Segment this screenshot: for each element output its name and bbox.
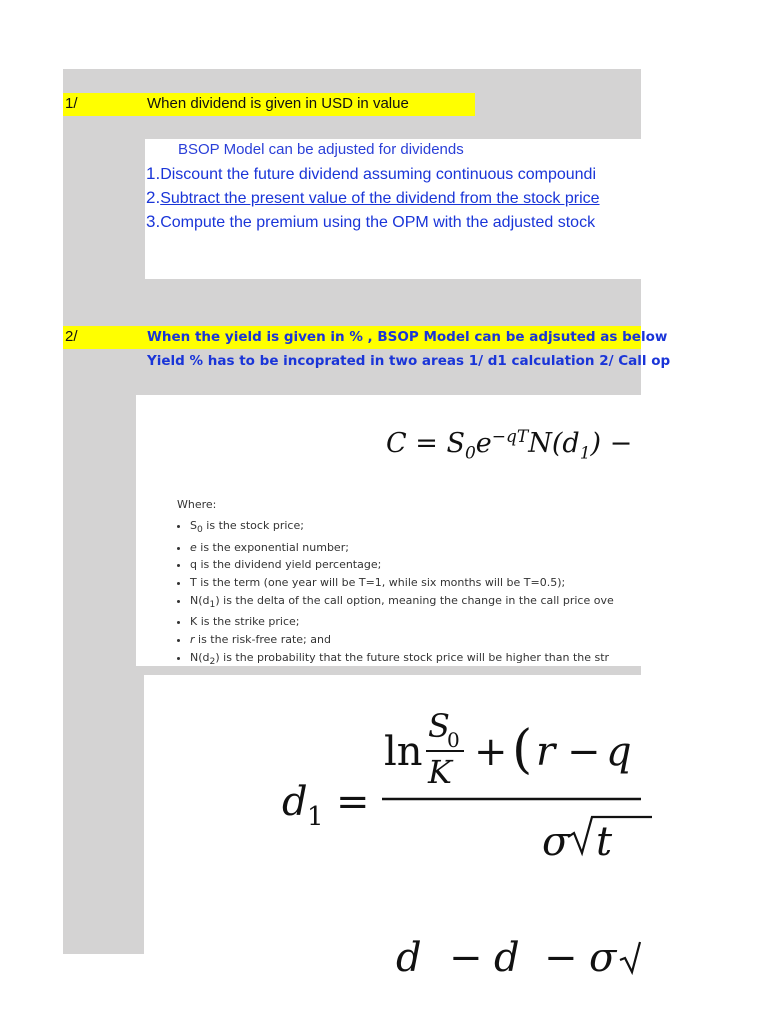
step-2 bbox=[146, 188, 600, 208]
section1-number[interactable]: 1/ bbox=[65, 95, 78, 112]
svg-text:q: q bbox=[606, 729, 632, 775]
section1-heading[interactable]: When dividend is given in USD in value bbox=[147, 95, 409, 112]
d1-formula-image[interactable] bbox=[144, 675, 641, 981]
svg-text:1: 1 bbox=[307, 802, 324, 832]
svg-text:(: ( bbox=[512, 720, 533, 780]
step-number: 1. bbox=[146, 164, 161, 183]
definition-item: • T is the term (one year will be T=1, while six months will be T=0.5); bbox=[190, 574, 614, 592]
definition-item: • $N(d_1)$ is the delta of the call option, meaning the change in the call price ove bbox=[190, 592, 614, 614]
step-text: Discount the future dividend assuming continuous compoundi bbox=[160, 166, 597, 183]
step-text: Compute the premium using the OPM with the adjusted stock bbox=[160, 214, 596, 231]
spreadsheet-area bbox=[63, 69, 671, 981]
definitions-list bbox=[172, 517, 614, 670]
svg-text:d: d bbox=[396, 935, 422, 981]
where-label: Where: bbox=[177, 498, 217, 511]
svg-text:−: − bbox=[544, 935, 578, 981]
definition-item: • $N(d_2)$ is the probability that the future stock price will be higher than the str bbox=[190, 649, 614, 671]
svg-text:d: d bbox=[282, 779, 308, 825]
svg-text:t: t bbox=[596, 819, 613, 865]
dividend-note-box[interactable] bbox=[145, 139, 641, 279]
svg-text:d: d bbox=[494, 935, 520, 981]
section2-heading[interactable]: When the yield is given in % , BSOP Model can be adjsuted as below bbox=[147, 329, 668, 345]
definition-item: • e is the exponential number; bbox=[190, 539, 614, 557]
step-number: 3. bbox=[146, 212, 161, 231]
svg-text:+: + bbox=[474, 729, 508, 775]
definition-item: • K is the strike price; bbox=[190, 613, 614, 631]
svg-text:−: − bbox=[567, 729, 601, 775]
svg-text:=: = bbox=[336, 779, 370, 825]
svg-text:−: − bbox=[449, 935, 483, 981]
step-3 bbox=[146, 212, 595, 232]
definition-item: • r is the risk-free rate; and bbox=[190, 631, 614, 649]
call-price-formula: $C = S_0e^{-qT}N(d_1)$ − bbox=[386, 427, 633, 464]
svg-text:K: K bbox=[428, 753, 452, 791]
svg-text:r: r bbox=[536, 729, 556, 775]
section2-subheading[interactable]: Yield % has to be incoprated in two areas 1/ d1 calculation 2/ Call op bbox=[147, 353, 671, 369]
note-title: BSOP Model can be adjusted for dividends bbox=[178, 141, 464, 158]
definition-item: • q is the dividend yield percentage; bbox=[190, 556, 614, 574]
d1-formula bbox=[144, 675, 641, 981]
call-price-formula-image[interactable] bbox=[136, 395, 641, 666]
svg-text:0: 0 bbox=[447, 728, 460, 752]
step-number: 2. bbox=[146, 188, 161, 207]
definition-item: • $S_0$ is the stock price; bbox=[190, 517, 614, 539]
section2-number[interactable]: 2/ bbox=[65, 328, 78, 345]
svg-text:σ: σ bbox=[589, 935, 617, 981]
svg-text:ln: ln bbox=[384, 729, 423, 775]
svg-text:σ: σ bbox=[542, 819, 570, 865]
svg-text:S: S bbox=[428, 707, 450, 745]
step-text: Subtract the present value of the dividend from the stock price bbox=[160, 190, 600, 207]
step-1 bbox=[146, 164, 596, 184]
